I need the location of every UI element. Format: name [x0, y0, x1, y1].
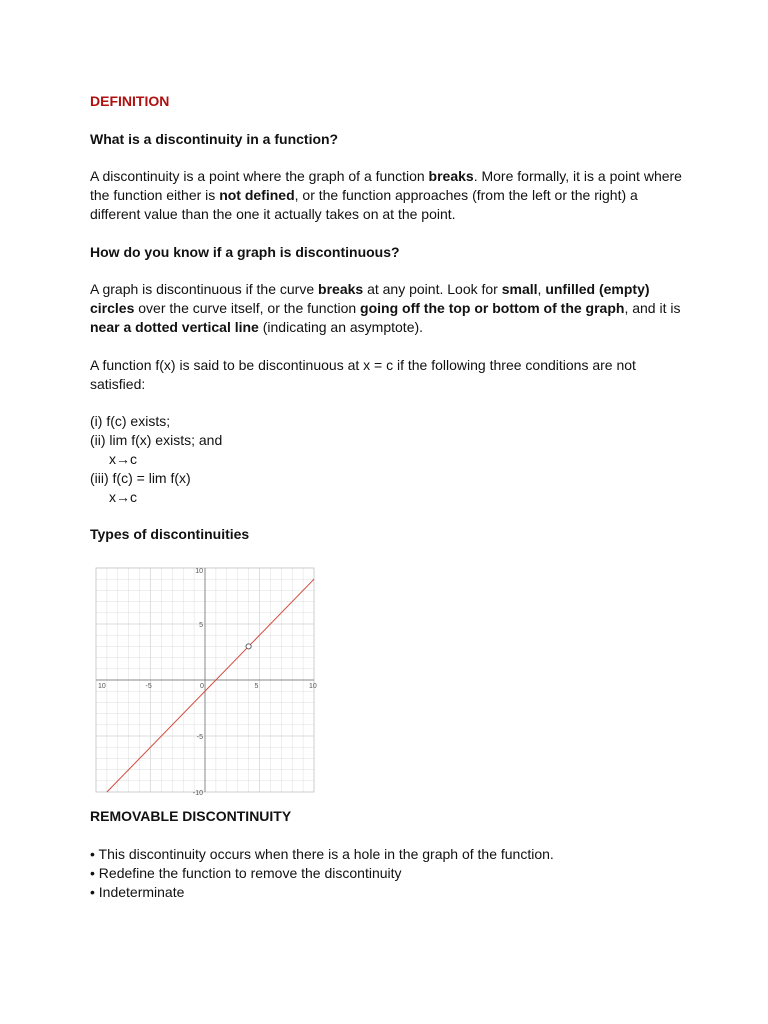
y-tick-label: -5 [196, 734, 203, 741]
x-tick-label: 10 [309, 683, 317, 690]
condition-1: (i) f(c) exists; [90, 413, 171, 429]
text-run: A graph is discontinuous if the curve [90, 281, 319, 297]
bold-text: breaks [428, 168, 474, 184]
types-heading: Types of discontinuities [90, 526, 250, 542]
x-tick-label: 0 [200, 683, 204, 690]
bold-text: breaks [318, 281, 364, 297]
text-run: , [537, 281, 546, 297]
definition-heading: DEFINITION [90, 93, 170, 109]
bold-text: small [501, 281, 538, 297]
x-tick-label: -5 [145, 683, 152, 690]
removable-heading: REMOVABLE DISCONTINUITY [90, 808, 292, 824]
conditions-intro-paragraph: A function f(x) is said to be discontinuous at x = c if the following three conditions are not satisfied: [90, 357, 636, 392]
function-line [107, 579, 314, 792]
condition-3-limit-subscript: x→c [109, 489, 137, 505]
text-run: (indicating an asymptote). [258, 319, 424, 335]
x-tick-label: 10 [98, 683, 106, 690]
condition-2-limit-subscript: x→c [109, 451, 137, 467]
y-tick-label: 10 [195, 568, 203, 575]
bold-text: near a dotted vertical line [90, 319, 259, 335]
text-run: , or the function approaches (from the left or the right) a different value than the one it actually takes on at the point. [90, 187, 638, 222]
removable-bullets [90, 845, 690, 902]
condition-2: (ii) lim f(x) exists; and [90, 432, 223, 448]
bullet-item: • This discontinuity occurs when there is a hole in the graph of the function. [90, 846, 554, 862]
text-run: , and it is [624, 300, 681, 316]
text-run: over the curve itself, or the function [134, 300, 361, 316]
text-run: . More formally, it is a point where the function either is [90, 168, 682, 203]
bold-text: not defined [219, 187, 295, 203]
bullet-item: • Redefine the function to remove the discontinuity [90, 865, 402, 881]
graph-discontinuous-paragraph [90, 280, 690, 337]
bold-text: unfilled (empty) circles [90, 281, 650, 316]
conditions-list [90, 412, 690, 507]
hole-marker [246, 644, 251, 649]
bullet-item: • Indeterminate [90, 884, 185, 900]
x-tick-label: 5 [254, 683, 259, 690]
y-tick-label: -10 [192, 790, 203, 796]
text-run: A discontinuity is a point where the graph of a function [90, 168, 429, 184]
removable-discontinuity-graph [92, 563, 318, 796]
bold-text: going off the top or bottom of the graph [360, 300, 625, 316]
question-how-to-know: How do you know if a graph is discontinuous? [90, 244, 400, 260]
definition-paragraph [90, 167, 690, 224]
text-run: at any point. Look for [363, 281, 502, 297]
y-tick-label: 5 [199, 622, 203, 629]
question-what-is-discontinuity: What is a discontinuity in a function? [90, 131, 339, 147]
graph-svg [92, 563, 318, 796]
condition-3: (iii) f(c) = lim f(x) [90, 470, 191, 486]
